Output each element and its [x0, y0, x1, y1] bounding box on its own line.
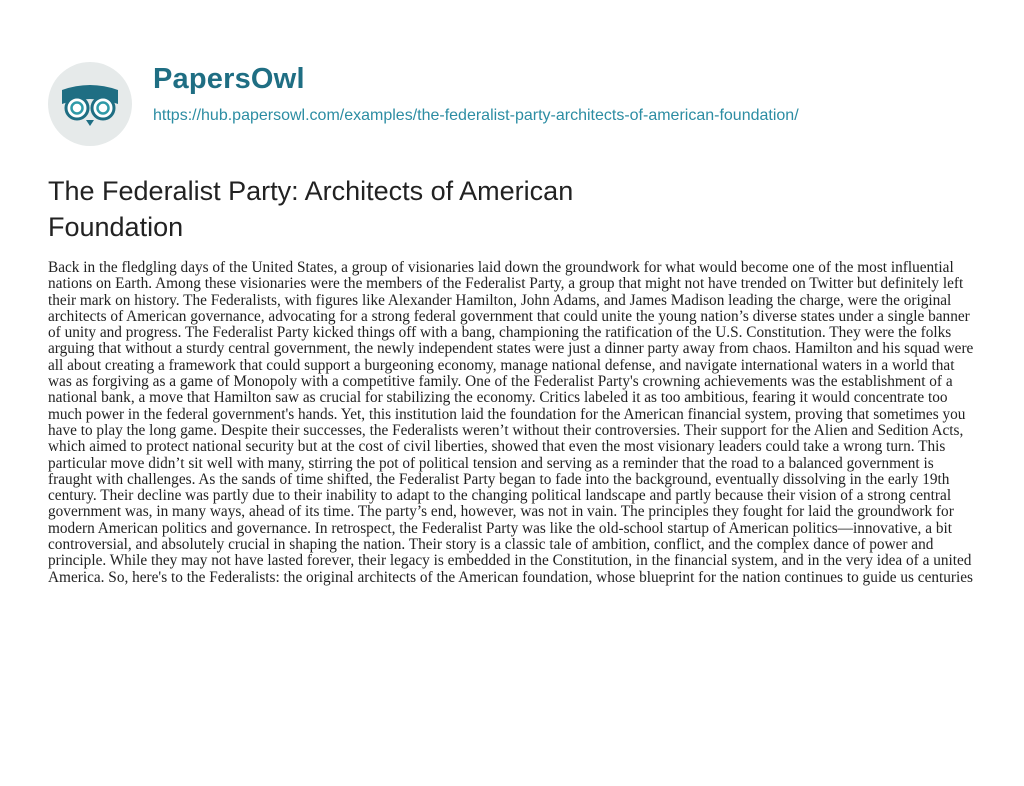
logo-left-eye — [66, 97, 88, 119]
essay-body: Back in the fledgling days of the United States, a group of visionaries laid down the groundwork for what would become one of the most influential nations on Earth. Among these visionaries were the members of the Federalist Party, a group that might not have trended on Twitter but definitely left their mark on history. The Federalists, with figures like Alexander Hamilton, John Adams, and James Madison leading the charge, were the original architects of American governance, advocating for a strong federal government that could unite the young nation’s diverse states under a single banner of unity and progress. The Federalist Party kicked things off with a bang, championing the ratification of the U.S. Constitution. They were the folks arguing that without a sturdy central government, the newly independent states were just a dinner party away from chaos. Hamilton and his squad were all about creating a framework that could support a burgeoning economy, manage national defense, and navigate international waters in a world that was as forgiving as a game of Monopoly with a competitive family. One of the Federalist Party's crowning achievements was the establishment of a national bank, a move that Hamilton saw as crucial for stabilizing the economy. Critics labeled it as too ambitious, fearing it would concentrate too much power in the federal government's hands. Yet, this institution laid the foundation for the American financial system, proving that sometimes you have to play the long game. Despite their successes, the Federalists weren’t without their controversies. Their support for the Alien and Sedition Acts, which aimed to protect national security but at the cost of civil liberties, showed that even the most visionary leaders could take a wrong turn. This particular move didn’t sit well with many, stirring the pot of political tension and serving as a reminder that the road to a balanced government is fraught with challenges. As the sands of time shifted, the Federalist Party began to fade into the background, eventually dissolving in the early 19th century. Their decline was partly due to their inability to adapt to the changing political landscape and partly because their vision of a strong central government was, in many ways, ahead of its time. The party’s end, however, was not in vain. The principles they fought for laid the groundwork for modern American politics and governance. In retrospect, the Federalist Party was like the old-school startup of American politics—innovative, a bit controversial, and absolutely crucial in shaping the nation. Their story is a classic tale of ambition, conflict, and the complex dance of power and principle. While they may not have lasted forever, their legacy is embedded in the Constitution, in the financial system, and in the very idea of a united America. So, here's to the Federalists: the original architects of the American foundation, whose blueprint for the nation continues to guide us centuries — [48, 259, 974, 586]
logo-background — [48, 62, 132, 146]
logo-right-eye — [92, 97, 114, 119]
essay-title: The Federalist Party: Architects of American Foundation — [48, 176, 574, 242]
owl-logo-icon[interactable] — [46, 60, 134, 148]
brand-name[interactable]: PapersOwl — [153, 63, 305, 95]
essay-url-link[interactable]: https://hub.papersowl.com/examples/the-federalist-party-architects-of-american-foundation/ — [153, 107, 799, 124]
site-header — [46, 60, 986, 140]
owl-logo-svg — [46, 60, 134, 148]
